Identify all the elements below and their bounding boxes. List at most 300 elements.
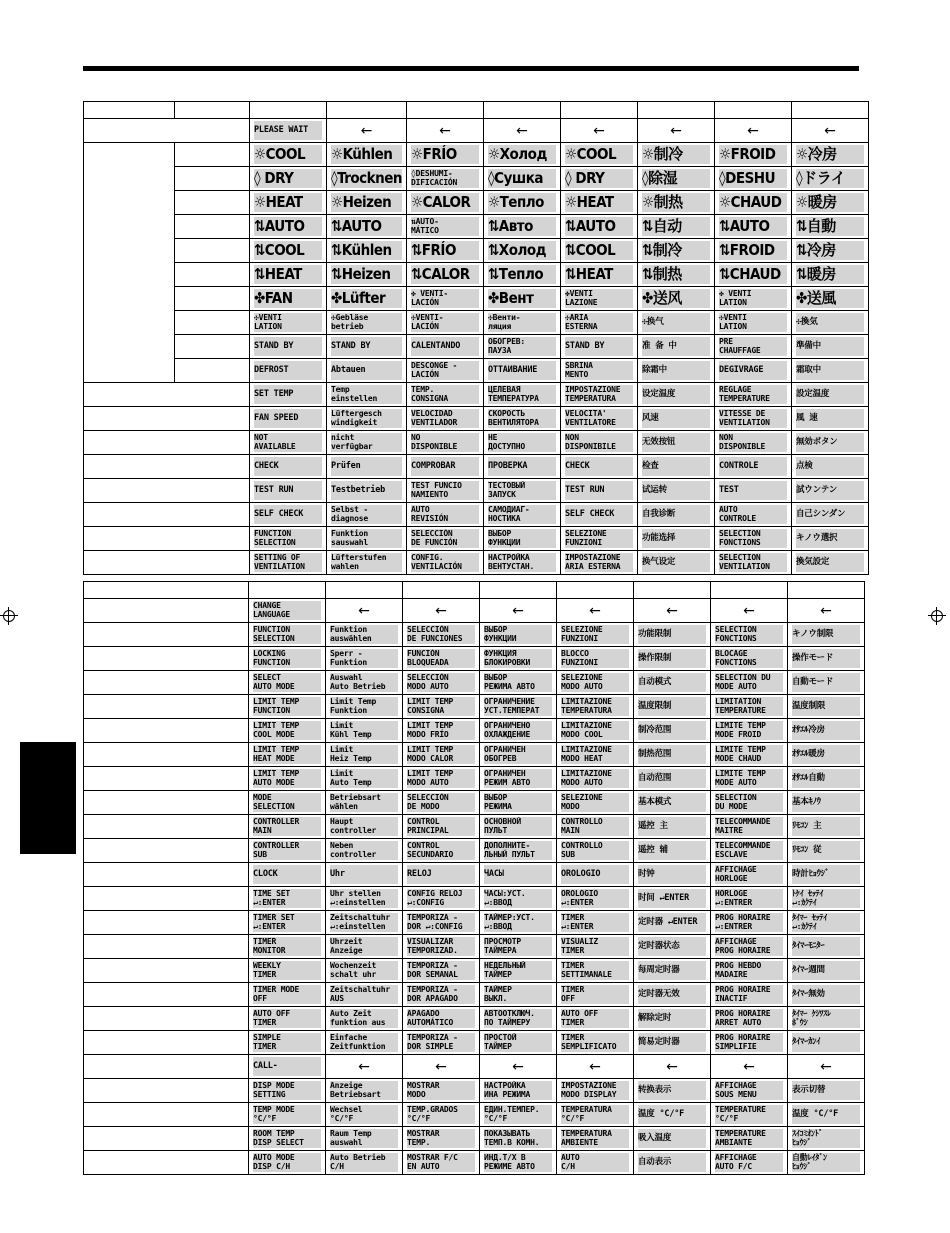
language-cell bbox=[792, 263, 869, 287]
language-cell bbox=[403, 863, 480, 887]
language-cell bbox=[326, 1079, 403, 1103]
table-row bbox=[84, 767, 865, 791]
lcd-display-text: 吸入温度 bbox=[638, 1129, 706, 1148]
lcd-display-text: Uhr stellen ↵:einstellen bbox=[330, 889, 398, 908]
table-row bbox=[84, 671, 865, 695]
language-cell bbox=[792, 239, 869, 263]
lcd-display-text: ☼CHAUD bbox=[719, 193, 787, 212]
table-row bbox=[84, 335, 869, 359]
lcd-display-text: ⇅制热 bbox=[642, 265, 710, 284]
same-as-english-arrow: ← bbox=[747, 122, 759, 139]
language-cell bbox=[327, 311, 407, 335]
language-cell bbox=[792, 191, 869, 215]
lcd-display-text: LIMIT TEMP MODO FRÍO bbox=[407, 721, 475, 740]
lcd-display-text: OROLOGIO bbox=[561, 865, 629, 884]
lcd-display-text: TIME SET ↵:ENTER bbox=[253, 889, 321, 908]
lcd-display-text: ◊ DRY bbox=[565, 169, 633, 188]
lcd-display-text: Auto Betrieb C/H bbox=[330, 1153, 398, 1172]
language-cell bbox=[403, 911, 480, 935]
same-as-english-arrow: ← bbox=[439, 122, 451, 139]
lcd-display-text: ПРОСТОЙ ТАЙМЕР bbox=[484, 1033, 552, 1052]
lcd-display-text: NOT AVAILABLE bbox=[254, 433, 322, 452]
lcd-display-text: ⇅AUTO bbox=[565, 217, 633, 236]
row-label-cell bbox=[175, 263, 250, 287]
lcd-display-text: 检查 bbox=[642, 457, 710, 476]
language-cell bbox=[634, 959, 711, 983]
language-cell bbox=[250, 503, 327, 527]
lcd-display-text: TIMER SETTIMANALE bbox=[561, 961, 629, 980]
language-cell bbox=[480, 647, 557, 671]
table-row bbox=[84, 431, 869, 455]
lcd-display-text: VISUALIZ TIMER bbox=[561, 937, 629, 956]
language-cell bbox=[711, 887, 788, 911]
lcd-display-text: 无效按钮 bbox=[642, 433, 710, 452]
lcd-display-text: SELECTION FONCTIONS bbox=[715, 625, 783, 644]
lcd-display-text: LIMITAZIONE MODO HEAT bbox=[561, 745, 629, 764]
language-cell bbox=[711, 1055, 788, 1079]
language-cell bbox=[480, 623, 557, 647]
language-cell bbox=[327, 527, 407, 551]
lcd-display-text: ｵｻｴﾙ冷房 bbox=[792, 721, 860, 740]
language-cell bbox=[711, 911, 788, 935]
language-cell bbox=[403, 647, 480, 671]
language-cell bbox=[250, 119, 327, 143]
language-cell bbox=[250, 143, 327, 167]
language-cell bbox=[250, 167, 327, 191]
lcd-display-text: MODE SELECTION bbox=[253, 793, 321, 812]
lcd-display-text: ﾀｲﾏｰ無効 bbox=[792, 985, 860, 1004]
lcd-display-text: PLEASE WAIT bbox=[254, 121, 322, 140]
language-cell bbox=[634, 1127, 711, 1151]
language-cell bbox=[480, 935, 557, 959]
language-cell bbox=[711, 599, 788, 623]
lcd-display-text: CONTROLLO MAIN bbox=[561, 817, 629, 836]
language-cell bbox=[250, 263, 327, 287]
lcd-display-text: Uhr bbox=[330, 865, 398, 884]
language-cell bbox=[792, 167, 869, 191]
language-cell bbox=[634, 815, 711, 839]
row-label-cell bbox=[175, 239, 250, 263]
lcd-display-text: Auto Zeit funktion aus bbox=[330, 1009, 398, 1028]
language-cell bbox=[557, 983, 634, 1007]
lcd-display-text: VISUALIZAR TEMPORIZAD. bbox=[407, 937, 475, 956]
lcd-display-text: SELECTION VENTILATION bbox=[719, 553, 787, 572]
lcd-display-text: ⇅Kühlen bbox=[331, 241, 402, 260]
language-cell bbox=[480, 599, 557, 623]
row-label-cell bbox=[84, 791, 249, 815]
language-cell bbox=[326, 1103, 403, 1127]
language-cell bbox=[249, 1079, 326, 1103]
language-cell bbox=[403, 695, 480, 719]
lcd-display-text: ВЫБОР ФУНКЦИИ bbox=[488, 529, 556, 548]
language-cell bbox=[249, 647, 326, 671]
language-cell bbox=[634, 767, 711, 791]
lcd-display-text: ✤送风 bbox=[642, 289, 710, 308]
language-cell bbox=[711, 671, 788, 695]
language-cell bbox=[249, 815, 326, 839]
language-cell bbox=[326, 647, 403, 671]
lcd-display-text: 時計ﾋｮｳｼﾞ bbox=[792, 865, 860, 884]
language-cell bbox=[480, 1151, 557, 1175]
lcd-display-text: TIMER SEMPLIFICATO bbox=[561, 1033, 629, 1052]
lcd-display-text: COMPROBAR bbox=[411, 457, 479, 476]
language-cell bbox=[326, 695, 403, 719]
lcd-display-text: СКОРОСТЬ ВЕНТИЛЯТОРА bbox=[488, 409, 556, 428]
language-cell bbox=[792, 455, 869, 479]
header-cell bbox=[634, 582, 711, 599]
language-cell bbox=[484, 479, 561, 503]
lcd-display-text: 自动表示 bbox=[638, 1153, 706, 1172]
row-label-cell bbox=[84, 983, 249, 1007]
header-cell bbox=[711, 582, 788, 599]
language-cell bbox=[250, 215, 327, 239]
language-cell bbox=[249, 863, 326, 887]
lcd-display-text: キノウ選択 bbox=[796, 529, 864, 548]
lcd-display-text: VELOCIDAD VENTILADOR bbox=[411, 409, 479, 428]
language-cell bbox=[788, 1031, 865, 1055]
language-cell bbox=[480, 911, 557, 935]
same-as-english-arrow: ← bbox=[820, 1058, 832, 1075]
language-cell bbox=[638, 119, 715, 143]
header-cell bbox=[403, 582, 480, 599]
lcd-display-text: SELECT AUTO MODE bbox=[253, 673, 321, 692]
language-cell bbox=[557, 935, 634, 959]
language-cell bbox=[326, 791, 403, 815]
lcd-display-text: AFFICHAGE SOUS MENU bbox=[715, 1081, 783, 1100]
lcd-display-text: 設定温度 bbox=[796, 385, 864, 404]
lcd-display-text: 时间 ↵ENTER bbox=[638, 889, 706, 908]
language-cell bbox=[557, 647, 634, 671]
lcd-display-text: CONFIG RELOJ ↵:CONFIG bbox=[407, 889, 475, 908]
table-row bbox=[84, 935, 865, 959]
lcd-display-text: ОТТАИВАНИЕ bbox=[488, 361, 556, 380]
lcd-display-text: 操作限制 bbox=[638, 649, 706, 668]
lcd-display-text: ﾀｲﾏｰ ｾｯﾃｲ ↵:ｶｸﾃｲ bbox=[792, 913, 860, 932]
lcd-display-text: ⇅自动 bbox=[642, 217, 710, 236]
table-row bbox=[84, 383, 869, 407]
lcd-display-text: TEMPORIZA - DOR SIMPLE bbox=[407, 1033, 475, 1052]
lcd-display-text: Wochenzeit schalt uhr bbox=[330, 961, 398, 980]
language-cell bbox=[788, 767, 865, 791]
language-cell bbox=[557, 719, 634, 743]
language-cell bbox=[711, 839, 788, 863]
lcd-display-text: DISP MODE SETTING bbox=[253, 1081, 321, 1100]
lcd-display-text: ЧАСЫ bbox=[484, 865, 552, 884]
lcd-display-text: ⇅COOL bbox=[254, 241, 322, 260]
language-cell bbox=[788, 647, 865, 671]
language-cell bbox=[484, 119, 561, 143]
lcd-display-text: APAGADO AUTOMÁTICO bbox=[407, 1009, 475, 1028]
same-as-english-arrow: ← bbox=[589, 1058, 601, 1075]
language-cell bbox=[250, 431, 327, 455]
language-cell bbox=[788, 935, 865, 959]
lcd-display-text: PROG HORAIRE ↵:ENTRER bbox=[715, 913, 783, 932]
lcd-display-text: ТАЙМЕР:УСТ. ↵:ВВОД bbox=[484, 913, 552, 932]
language-cell bbox=[250, 527, 327, 551]
language-cell bbox=[249, 911, 326, 935]
registration-mark-right bbox=[928, 607, 946, 625]
language-cell bbox=[326, 1031, 403, 1055]
language-cell bbox=[792, 359, 869, 383]
lcd-display-text: SELECCIÓN DE FUNCIÓN bbox=[411, 529, 479, 548]
language-cell bbox=[484, 431, 561, 455]
language-cell bbox=[634, 1103, 711, 1127]
lcd-display-text: CALENTANDO bbox=[411, 337, 479, 356]
lcd-display-text: DESCONGE - LACIÓN bbox=[411, 361, 479, 380]
language-cell bbox=[715, 479, 792, 503]
row-label-cell bbox=[84, 959, 249, 983]
table-row bbox=[84, 719, 865, 743]
lcd-display-text: LIMITAZIONE MODO COOL bbox=[561, 721, 629, 740]
lcd-display-text: 制冷范围 bbox=[638, 721, 706, 740]
lcd-display-text: НЕДЕЛЬНЫЙ ТАЙМЕР bbox=[484, 961, 552, 980]
lcd-display-text: 操作モード bbox=[792, 649, 860, 668]
lcd-display-text: TEMPERATURE °C/°F bbox=[715, 1105, 783, 1124]
language-cell bbox=[638, 335, 715, 359]
lcd-display-text: TEMP.GRADOS °C/°F bbox=[407, 1105, 475, 1124]
language-cell bbox=[792, 383, 869, 407]
language-cell bbox=[250, 455, 327, 479]
language-cell bbox=[638, 455, 715, 479]
language-cell bbox=[557, 815, 634, 839]
lcd-display-text: Prüfen bbox=[331, 457, 402, 476]
row-label-cell bbox=[84, 1127, 249, 1151]
language-cell bbox=[326, 671, 403, 695]
language-cell bbox=[326, 1151, 403, 1175]
language-cell bbox=[480, 839, 557, 863]
language-cell bbox=[250, 383, 327, 407]
lcd-display-text: FUNCTION SELECTION bbox=[254, 529, 322, 548]
language-cell bbox=[792, 479, 869, 503]
language-cell bbox=[326, 839, 403, 863]
language-cell bbox=[327, 455, 407, 479]
lcd-display-text: SIMPLE TIMER bbox=[253, 1033, 321, 1052]
language-cell bbox=[557, 767, 634, 791]
lcd-display-text: BLOCCO FUNZIONI bbox=[561, 649, 629, 668]
language-cell bbox=[480, 791, 557, 815]
row-label-cell bbox=[175, 287, 250, 311]
same-as-english-arrow: ← bbox=[666, 1058, 678, 1075]
lcd-display-text: TEST bbox=[719, 481, 787, 500]
lcd-display-text: 温度制限 bbox=[792, 697, 860, 716]
lcd-display-text: 遥控 主 bbox=[638, 817, 706, 836]
language-cell bbox=[788, 815, 865, 839]
language-cell bbox=[326, 767, 403, 791]
language-cell bbox=[715, 503, 792, 527]
language-cell bbox=[711, 623, 788, 647]
lcd-display-text: TEMPORIZA - DOR ↵:CONFIG bbox=[407, 913, 475, 932]
language-cell bbox=[326, 887, 403, 911]
lcd-display-text: ✣换气 bbox=[642, 313, 710, 332]
language-cell bbox=[327, 167, 407, 191]
lcd-display-text: VITESSE DE VENTILATION bbox=[719, 409, 787, 428]
row-label-cell bbox=[175, 215, 250, 239]
language-cell bbox=[403, 1103, 480, 1127]
row-label-cell bbox=[84, 383, 250, 407]
language-cell bbox=[407, 455, 484, 479]
lcd-display-text: SELEZIONE FUNZIONI bbox=[565, 529, 633, 548]
lcd-display-text: SELEZIONE MODO bbox=[561, 793, 629, 812]
lcd-display-text: RELOJ bbox=[407, 865, 475, 884]
lcd-display-text: Anzeige Betriebsart bbox=[330, 1081, 398, 1100]
language-cell bbox=[788, 983, 865, 1007]
lcd-display-text: ◊Сушка bbox=[488, 169, 556, 188]
same-as-english-arrow: ← bbox=[743, 602, 755, 619]
language-cell bbox=[788, 839, 865, 863]
lcd-display-text: HORLOGE ↵:ENTRER bbox=[715, 889, 783, 908]
language-cell bbox=[792, 215, 869, 239]
row-label-cell bbox=[84, 479, 250, 503]
lcd-display-text: ☼HEAT bbox=[565, 193, 633, 212]
lcd-display-text: ПРОСМОТР ТАЙМЕРА bbox=[484, 937, 552, 956]
language-cell bbox=[711, 767, 788, 791]
language-cell bbox=[638, 287, 715, 311]
language-cell bbox=[634, 911, 711, 935]
lcd-display-text: Einfache Zeitfunktion bbox=[330, 1033, 398, 1052]
language-cell bbox=[403, 1031, 480, 1055]
table-row bbox=[84, 215, 869, 239]
lcd-display-text: ОСНОВНОЙ ПУЛЬТ bbox=[484, 817, 552, 836]
lcd-display-text: ⇅冷房 bbox=[796, 241, 864, 260]
language-cell bbox=[480, 1079, 557, 1103]
language-cell bbox=[711, 647, 788, 671]
language-cell bbox=[715, 311, 792, 335]
lcd-display-text: ИНД.Т/Х В РЕЖИМЕ АВТО bbox=[484, 1153, 552, 1172]
same-as-english-arrow: ← bbox=[820, 602, 832, 619]
language-cell bbox=[249, 935, 326, 959]
lcd-display-text: NON DISPONIBILE bbox=[565, 433, 633, 452]
row-label-cell bbox=[84, 863, 249, 887]
lcd-display-text: ◊DESHUMI- DIFICACIÓN bbox=[411, 169, 479, 188]
lcd-display-text: LIMIT TEMP MODO AUTO bbox=[407, 769, 475, 788]
language-cell bbox=[327, 191, 407, 215]
header-cell bbox=[715, 102, 792, 119]
row-label-cell bbox=[175, 359, 250, 383]
language-cell bbox=[484, 287, 561, 311]
lcd-display-text: 温度限制 bbox=[638, 697, 706, 716]
language-cell bbox=[557, 791, 634, 815]
lcd-display-text: PROG HEBDO MADAIRE bbox=[715, 961, 783, 980]
lcd-display-text: ◊ DRY bbox=[254, 169, 322, 188]
language-cell bbox=[788, 911, 865, 935]
language-cell bbox=[326, 599, 403, 623]
lcd-display-text: 基本ｷﾉｳ bbox=[792, 793, 860, 812]
lcd-display-text: 解除定时 bbox=[638, 1009, 706, 1028]
language-cell bbox=[407, 407, 484, 431]
header-cell bbox=[250, 102, 327, 119]
language-cell bbox=[326, 1055, 403, 1079]
language-cell bbox=[480, 887, 557, 911]
language-cell bbox=[407, 335, 484, 359]
language-cell bbox=[638, 215, 715, 239]
language-cell bbox=[788, 959, 865, 983]
lcd-display-text: LIMITAZIONE TEMPERATURA bbox=[561, 697, 629, 716]
header-cell bbox=[249, 582, 326, 599]
lcd-display-text: PROG HORAIRE INACTIF bbox=[715, 985, 783, 1004]
language-cell bbox=[484, 455, 561, 479]
lcd-display-text: 温度 °C/°F bbox=[638, 1105, 706, 1124]
language-cell bbox=[250, 407, 327, 431]
language-cell bbox=[327, 383, 407, 407]
language-cell bbox=[407, 263, 484, 287]
language-cell bbox=[403, 887, 480, 911]
lcd-display-text: ✣VENTI LATION bbox=[254, 313, 322, 332]
lcd-display-text: Lüftergesch windigkeit bbox=[331, 409, 402, 428]
lcd-display-text: TIMER OFF bbox=[561, 985, 629, 1004]
language-cell bbox=[792, 551, 869, 575]
language-cell bbox=[327, 503, 407, 527]
lcd-display-text: LIMIT TEMP COOL MODE bbox=[253, 721, 321, 740]
language-cell bbox=[249, 1103, 326, 1127]
language-cell bbox=[792, 527, 869, 551]
lcd-display-text: ﾘﾓｺﾝ 従 bbox=[792, 841, 860, 860]
lcd-display-text: ✣Gebläse betrieb bbox=[331, 313, 402, 332]
language-cell bbox=[484, 239, 561, 263]
lcd-display-text: ДОПОЛНИТЕ- ЛЬНЫЙ ПУЛЬТ bbox=[484, 841, 552, 860]
language-cell bbox=[484, 167, 561, 191]
language-cell bbox=[638, 143, 715, 167]
lcd-display-text: ОГРАНИЧЕНО ОХЛАЖДЕНИЕ bbox=[484, 721, 552, 740]
lcd-display-text: 设定温度 bbox=[642, 385, 710, 404]
lcd-display-text: STAND BY bbox=[331, 337, 402, 356]
lcd-display-text: 試ウンテン bbox=[796, 481, 864, 500]
language-cell bbox=[249, 1055, 326, 1079]
lcd-display-text: TEST FUNCIO NAMIENTO bbox=[411, 481, 479, 500]
lcd-display-text: ✤送風 bbox=[796, 289, 864, 308]
lcd-display-text: ✣VENTI- LACIÓN bbox=[411, 313, 479, 332]
lcd-display-text: ✤ VENTI- LACIÓN bbox=[411, 289, 479, 308]
language-cell bbox=[326, 863, 403, 887]
language-cell bbox=[403, 1127, 480, 1151]
language-cell bbox=[715, 335, 792, 359]
lcd-display-text: ✣Венти- ляция bbox=[488, 313, 556, 332]
language-cell bbox=[327, 551, 407, 575]
lcd-display-text: TELECOMMANDE ESCLAVE bbox=[715, 841, 783, 860]
language-cell bbox=[484, 263, 561, 287]
header-cell bbox=[326, 582, 403, 599]
lcd-display-text: ☼CALOR bbox=[411, 193, 479, 212]
language-cell bbox=[711, 959, 788, 983]
language-cell bbox=[327, 215, 407, 239]
lcd-display-text: ✤VENTI LAZIONE bbox=[565, 289, 633, 308]
language-cell bbox=[788, 719, 865, 743]
row-label-cell bbox=[84, 623, 249, 647]
language-cell bbox=[557, 863, 634, 887]
language-cell bbox=[407, 383, 484, 407]
language-cell bbox=[634, 839, 711, 863]
lcd-display-text: ⇅FRÍO bbox=[411, 241, 479, 260]
lcd-display-text: ОГРАНИЧЕН РЕЖИМ АВТО bbox=[484, 769, 552, 788]
language-cell bbox=[484, 215, 561, 239]
lcd-display-text: TEMPERATURA AMBIENTE bbox=[561, 1129, 629, 1148]
lcd-display-text: SELF CHECK bbox=[565, 505, 633, 524]
lcd-display-text: ⇅Heizen bbox=[331, 265, 402, 284]
language-cell bbox=[403, 1055, 480, 1079]
language-cell bbox=[249, 1151, 326, 1175]
lcd-display-text: SET TEMP bbox=[254, 385, 322, 404]
language-cell bbox=[788, 1127, 865, 1151]
language-cell bbox=[407, 551, 484, 575]
lcd-display-text: キノウ制限 bbox=[792, 625, 860, 644]
same-as-english-arrow: ← bbox=[743, 1058, 755, 1075]
language-cell bbox=[792, 431, 869, 455]
language-cell bbox=[634, 647, 711, 671]
row-label-cell bbox=[84, 431, 250, 455]
lcd-display-text: Zeitschaltuhr ↵:einstellen bbox=[330, 913, 398, 932]
lcd-display-text: SELECCIÓN DE MODO bbox=[407, 793, 475, 812]
lcd-display-text: SELECTION FONCTIONS bbox=[719, 529, 787, 548]
lcd-display-text: LIMITE TEMP MODE AUTO bbox=[715, 769, 783, 788]
